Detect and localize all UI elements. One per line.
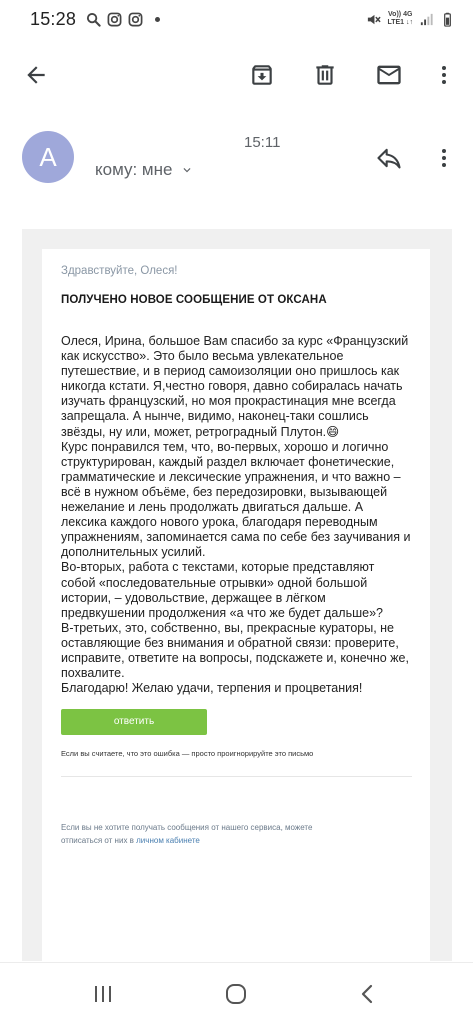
back-arrow-icon <box>23 62 49 88</box>
divider <box>61 776 412 777</box>
email-message: Олеся, Ирина, большое Вам спасибо за курс «Французский как искусство». Это было весьма увлекательное путешествие, и в период самоизоляции оно пришлось как никогда кстати. Я,честно говоря, давно собиралась начать изучать французский, но моя прокрастинация мне всегда запрещала. А нынче, видимо, наконец-таки сошлись звёзды, ну или, может, ретроградный Плутон.😄 Курс понравился тем, что, во-первых, хорошо и логично структурирован, каждый раздел включает фонетические, грамматические и лексические упражнения, и что важно – всё в нужном объёме, без передозировки, вызывающей нежелание и лень продолжать двигаться дальше. А лексика каждого нового урока, благодаря переводным упражнениям, запоминается сама по себе без заучивания и дополнительных усилий. Во-вторых, работа с текстами, которые представляют собой «последовательные отрывки» одной большой истории, – удовольствие, держащее в лёгком предвкушении продолжения «а что же будет дальше»? В-третьих, это, собственно, вы, прекрасные кураторы, не оставляющие без внимания и обратной связи: проверите, исправите, ответите на вопросы, подскажете и, конечно же, похвалите. Благодарю! Желаю удачи, терпения и процветания! <box>61 334 411 696</box>
email-reply-button[interactable]: ответить <box>61 709 207 735</box>
action-bar <box>0 48 473 102</box>
email-card <box>42 249 430 961</box>
error-note: Если вы считаете, что это ошибка — просто проигнорируйте это письмо <box>61 749 314 759</box>
network-type-icon: Vo)) 4G LTE1 ↓↑ <box>387 11 413 26</box>
mark-unread-button[interactable] <box>367 48 411 102</box>
signal-icon <box>419 12 434 27</box>
mail-icon <box>375 61 403 89</box>
home-button[interactable] <box>214 977 258 1011</box>
recent-apps-icon <box>92 983 114 1005</box>
chevron-down-icon <box>180 163 194 177</box>
footer-line: Если вы не хотите получать сообщения от нашего сервиса, можете <box>61 823 313 833</box>
mute-icon <box>366 12 381 27</box>
email-greeting: Здравствуйте, Олеся! <box>61 265 178 277</box>
account-link[interactable]: личном кабинете <box>136 836 200 846</box>
archive-icon <box>249 62 275 88</box>
email-body-container <box>22 229 452 961</box>
archive-button[interactable] <box>240 48 284 102</box>
status-time: 15:28 <box>30 8 77 29</box>
message-more-button[interactable] <box>424 138 464 178</box>
sender-avatar[interactable]: A <box>22 131 74 183</box>
more-vert-icon <box>432 63 456 87</box>
system-back-button[interactable] <box>346 977 390 1011</box>
sent-time: 15:11 <box>244 134 281 151</box>
instagram-icon <box>128 12 143 27</box>
instagram-icon <box>107 12 122 27</box>
status-bar <box>0 0 473 38</box>
delete-button[interactable] <box>303 48 347 102</box>
battery-icon <box>440 12 455 27</box>
reply-button[interactable] <box>367 138 411 178</box>
home-icon <box>224 982 248 1006</box>
back-button[interactable] <box>14 48 58 102</box>
unsubscribe-footer <box>61 821 412 847</box>
search-icon <box>86 12 101 27</box>
nav-back-icon <box>357 983 379 1005</box>
more-options-button[interactable] <box>422 48 466 102</box>
more-vert-icon <box>432 146 456 170</box>
recipient-details-toggle[interactable] <box>95 160 194 180</box>
footer-line: отписаться от них в личном кабинете <box>61 836 200 846</box>
notification-dot-icon <box>155 17 160 22</box>
reply-icon <box>375 144 403 172</box>
trash-icon <box>312 62 338 88</box>
system-nav-bar <box>0 962 473 1024</box>
recipient-label: кому: мне <box>95 160 173 179</box>
recent-apps-button[interactable] <box>81 977 125 1011</box>
email-headline: ПОЛУЧЕНО НОВОЕ СООБЩЕНИЕ ОТ ОКСАНА <box>61 294 327 306</box>
